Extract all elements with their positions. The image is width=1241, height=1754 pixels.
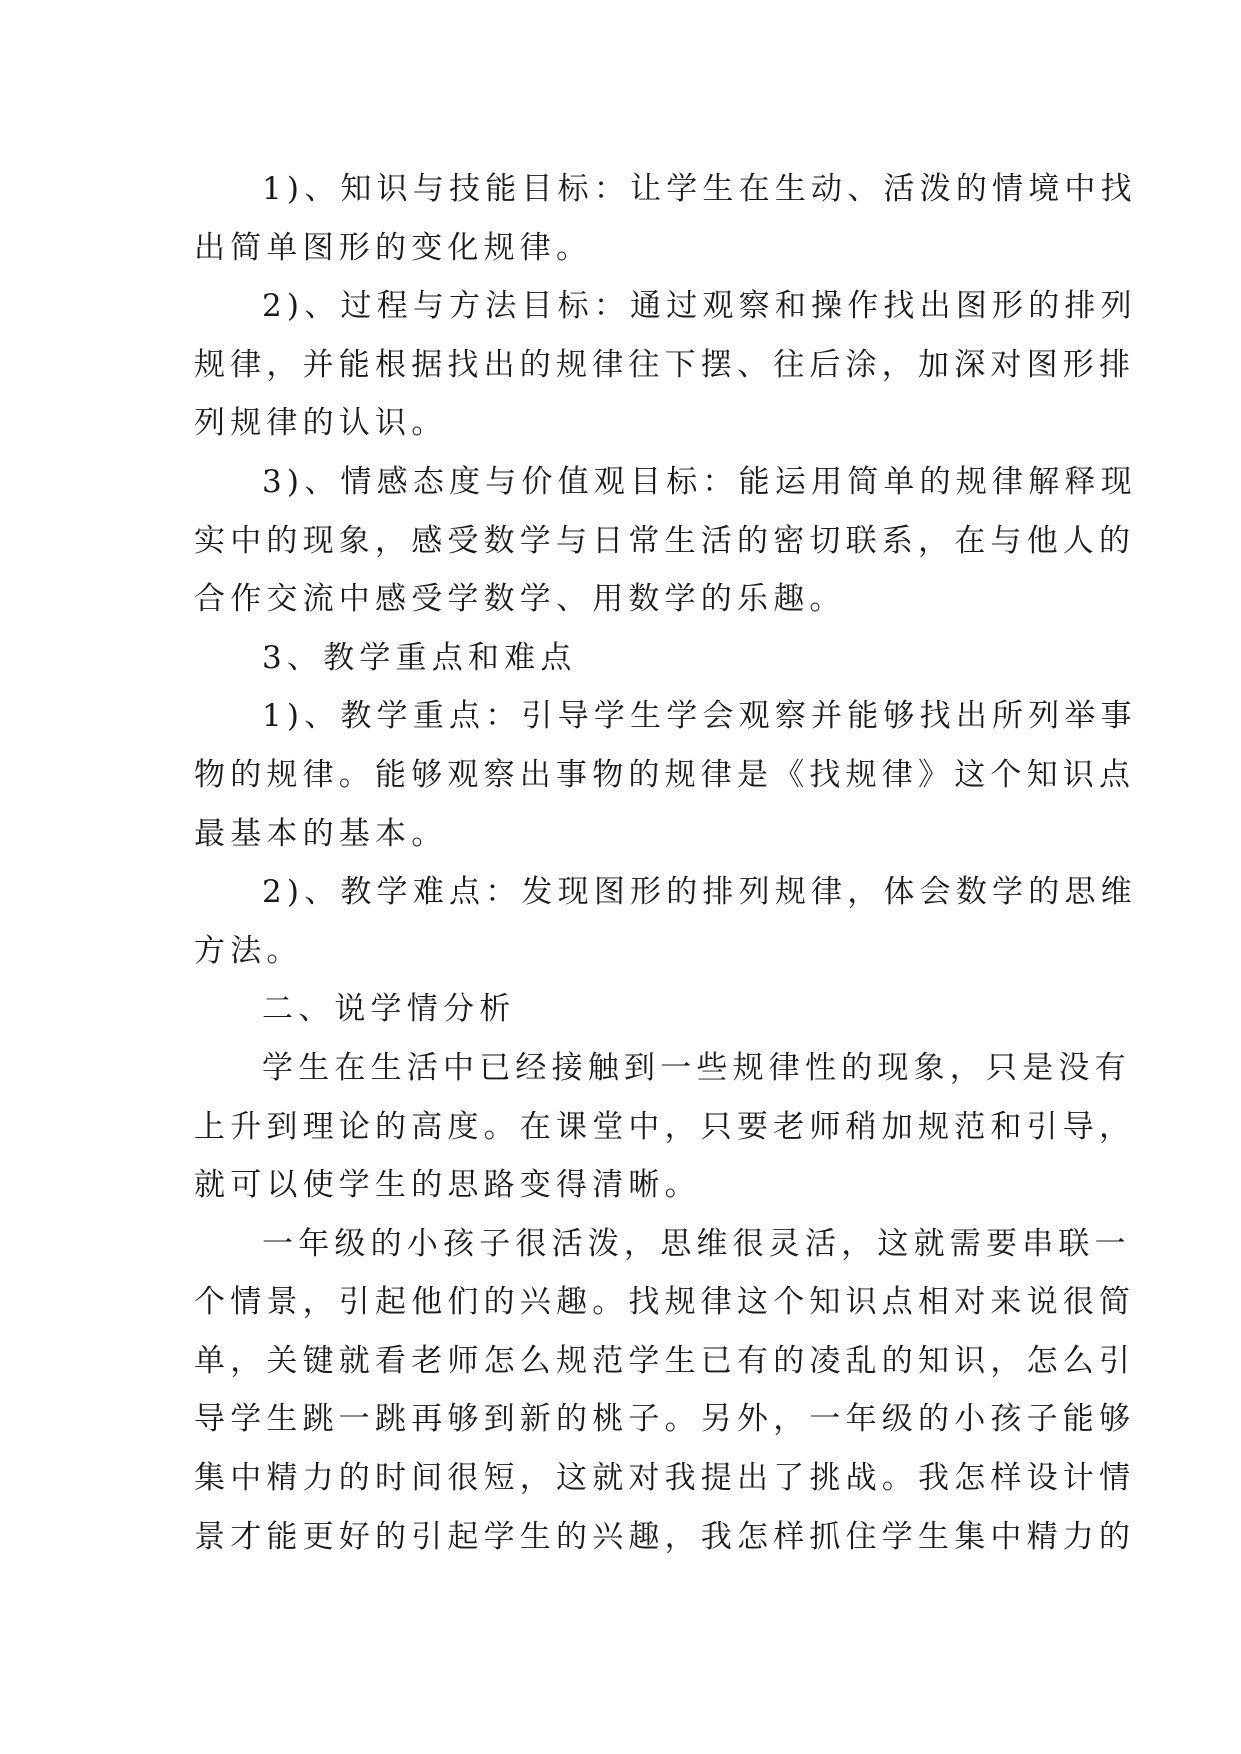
text-line: 2)、过程与方法目标：通过观察和操作找出图形的排列 [262,288,1137,325]
paragraph-first-grade-traits [194,1215,1136,1567]
section-heading-student-analysis [194,980,1054,1039]
text-line: 2)、教学难点：发现图形的排列规律，体会数学的思维 [262,874,1137,911]
text-line: 景才能更好的引起学生的兴趣，我怎样抓住学生集中精力的 [194,1518,1136,1555]
paragraph-process-method-goal [194,277,1137,453]
text-line: 个情景，引起他们的兴趣。找规律这个知识点相对来说很简 [194,1284,1136,1321]
text-line: 学生在生活中已经接触到一些规律性的现象，只是没有 [262,1049,1131,1086]
text-line: 实中的现象，感受数学与日常生活的密切联系，在与他人的 [194,522,1136,559]
text-line: 规律，并能根据找出的规律往下摆、往后涂，加深对图形排 [194,346,1136,383]
text-line: 单，关键就看老师怎么规范学生已有的凌乱的知识，怎么引 [194,1342,1136,1379]
text-line: 方法。 [194,932,303,969]
text-line: 合作交流中感受学数学、用数学的乐趣。 [194,581,846,618]
text-line: 最基本的基本。 [194,815,448,852]
text-line: 上升到理论的高度。在课堂中，只要老师稍加规范和引导， [194,1108,1136,1145]
text-line: 物的规律。能够观察出事物的规律是《找规律》这个知识点 [194,756,1136,793]
paragraph-teaching-key-point [194,687,1137,863]
paragraph-emotion-value-goal [194,453,1137,629]
text-line: 就可以使学生的思路变得清晰。 [194,1167,701,1204]
section-heading-key-difficult-points [194,629,1054,688]
text-line: 出简单图形的变化规律。 [194,229,593,266]
text-line: 集中精力的时间很短，这就对我提出了挑战。我怎样设计情 [194,1460,1136,1497]
text-line: 1)、知识与技能目标：让学生在生动、活泼的情境中找 [262,171,1137,207]
text-line: 二、说学情分析 [262,991,516,1028]
text-line: 导学生跳一跳再够到新的桃子。另外，一年级的小孩子能够 [194,1401,1136,1438]
text-line: 一年级的小孩子很活泼，思维很灵活，这就需要串联一 [262,1225,1131,1262]
paragraph-student-experience [194,1039,1136,1215]
text-line: 3)、情感态度与价值观目标：能运用简单的规律解释现 [262,463,1137,500]
document-body [194,160,1137,1566]
text-line: 列规律的认识。 [194,405,448,442]
text-line: 1)、教学重点：引导学生学会观察并能够找出所列举事 [262,698,1137,735]
paragraph-teaching-difficulty [194,863,1137,980]
text-line: 3、教学重点和难点 [262,639,577,676]
paragraph-knowledge-skill-goal [194,160,1137,277]
